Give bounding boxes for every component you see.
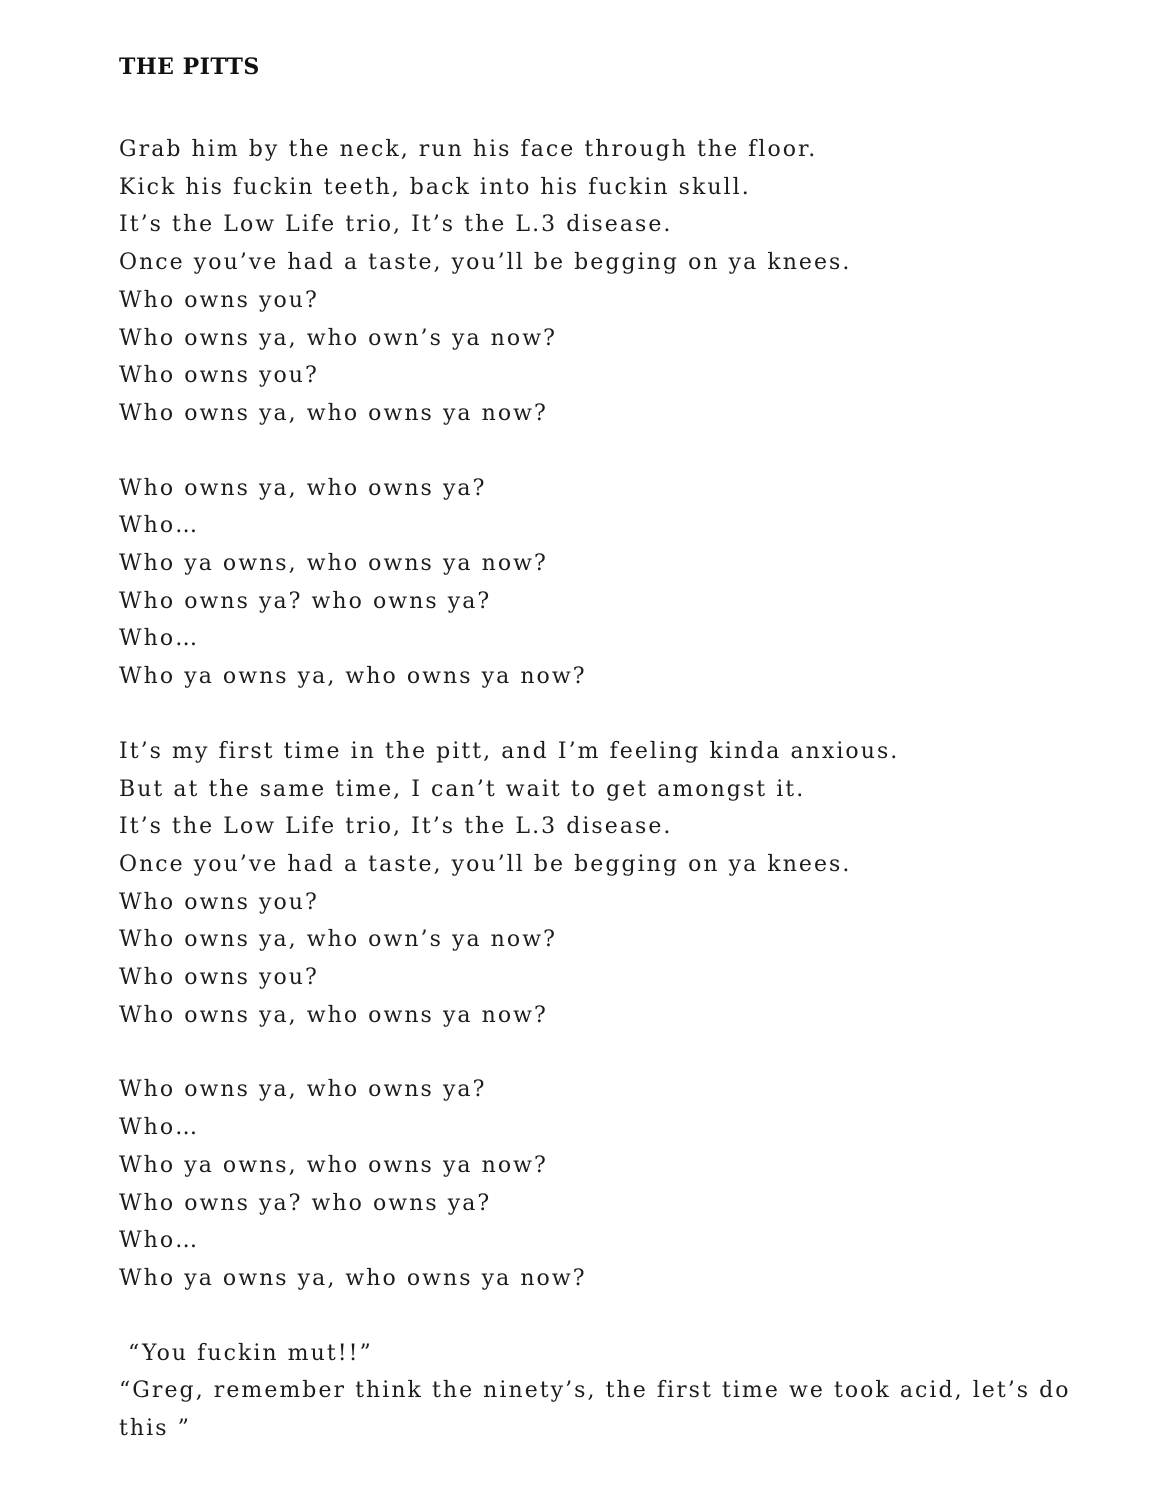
lyric-line: Who ya owns ya, who owns ya now? bbox=[119, 1265, 587, 1291]
lyric-line: Who… bbox=[119, 1228, 200, 1254]
lyric-line: Who owns ya, who owns ya now? bbox=[119, 1002, 548, 1028]
lyric-line: It’s the Low Life trio, It’s the L.3 disease. bbox=[119, 212, 673, 238]
lyric-line: Who… bbox=[119, 626, 200, 652]
lyric-line: Who owns you? bbox=[119, 965, 319, 991]
lyric-line: Who owns you? bbox=[119, 363, 319, 389]
lyric-line: Who owns ya, who owns ya? bbox=[119, 475, 487, 501]
lyric-line: Who… bbox=[119, 1115, 200, 1141]
lyric-line: Who ya owns ya, who owns ya now? bbox=[119, 664, 587, 690]
lyric-line: Grab him by the neck, run his face through the floor. bbox=[119, 137, 818, 162]
lyric-line: Once you’ve had a taste, you’ll be begging on ya knees. bbox=[119, 250, 852, 276]
lyric-line: Once you’ve had a taste, you’ll be begging on ya knees. bbox=[119, 851, 852, 877]
lyric-line: Who owns ya? who owns ya? bbox=[119, 1190, 492, 1216]
lyric-line: Who ya owns, who owns ya now? bbox=[119, 1152, 548, 1178]
stanza-2 bbox=[119, 470, 1099, 696]
lyric-line: Who owns you? bbox=[119, 889, 319, 915]
document-title: THE PITTS bbox=[119, 54, 260, 80]
lyric-line: Who owns ya, who owns ya? bbox=[119, 1077, 487, 1103]
lyric-line: But at the same time, I can’t wait to get amongst it. bbox=[119, 776, 806, 802]
lyric-line: Kick his fuckin teeth, back into his fuckin skull. bbox=[119, 174, 751, 200]
dialogue-line: “Greg, remember think the ninety’s, the first time we took acid, let’s do this ” bbox=[119, 1378, 1071, 1442]
lyrics-page bbox=[119, 52, 1099, 1485]
lyric-line: It’s my first time in the pitt, and I’m feeling kinda anxious. bbox=[119, 738, 900, 764]
stanza-5-dialogue bbox=[119, 1335, 1099, 1448]
dialogue-line: “You fuckin mut!!” bbox=[119, 1340, 373, 1366]
lyric-line: Who owns ya, who own’s ya now? bbox=[119, 927, 557, 953]
lyric-line: Who owns ya, who owns ya now? bbox=[119, 400, 548, 426]
lyric-line: Who… bbox=[119, 513, 200, 539]
stanza-1 bbox=[119, 131, 1099, 433]
lyric-line: Who owns ya? who owns ya? bbox=[119, 588, 492, 614]
lyric-line: Who ya owns, who owns ya now? bbox=[119, 551, 548, 577]
lyric-line: Who owns you? bbox=[119, 287, 319, 313]
lyric-line: Who owns ya, who own’s ya now? bbox=[119, 325, 557, 351]
stanza-4 bbox=[119, 1071, 1099, 1297]
stanza-3 bbox=[119, 733, 1099, 1035]
lyric-line: It’s the Low Life trio, It’s the L.3 disease. bbox=[119, 814, 673, 840]
